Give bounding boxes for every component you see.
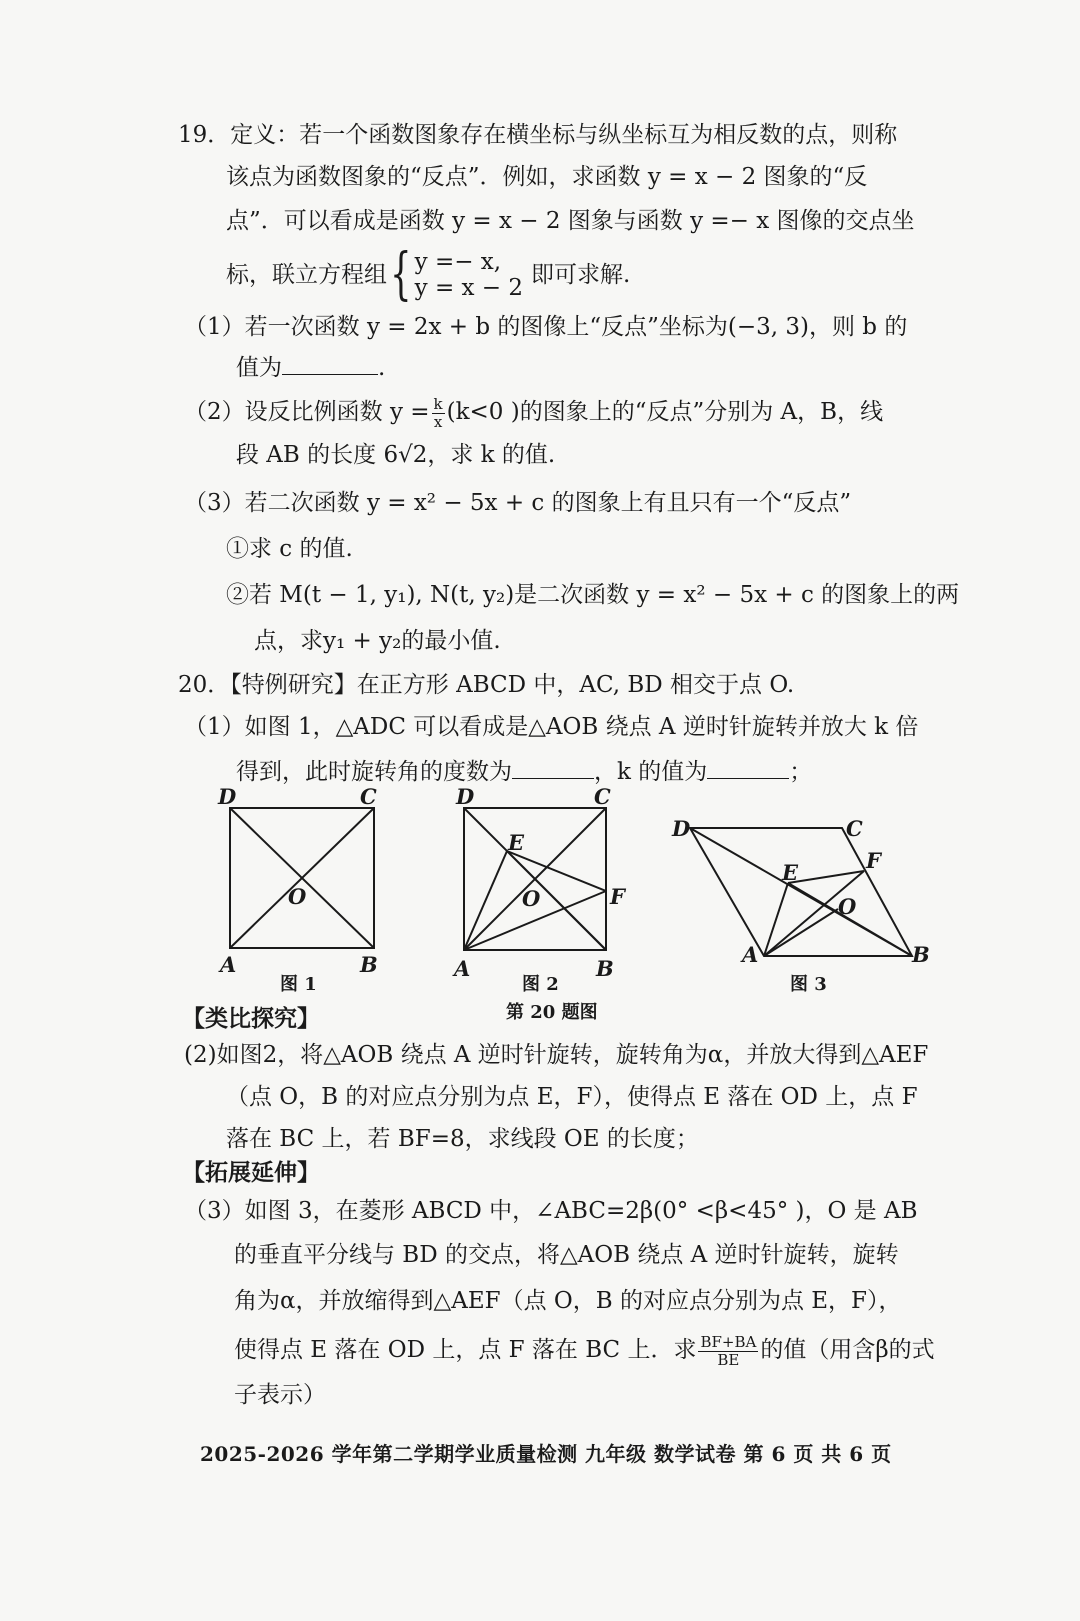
fig2-label-a: A (454, 956, 471, 981)
fraction-denominator: x (433, 412, 443, 431)
fig2-label-b: B (596, 956, 614, 981)
figure-2 (464, 808, 606, 950)
q19-p3-line1: （3）若二次函数 y = x² − 5x + c 的图象上有且只有一个“反点” (184, 490, 852, 516)
q19-line3: 点”．可以看成是函数 y = x − 2 图象与函数 y =− x 图像的交点坐 (226, 208, 915, 234)
fig1-label-d: D (218, 784, 237, 809)
fraction-denominator: BE (717, 1350, 740, 1369)
q19-p1-label: 值为 (236, 355, 282, 381)
fig3-label-f: F (866, 848, 881, 873)
fig2-label-o: O (522, 886, 541, 911)
q19-p3-sub1: ①求 c 的值. (226, 536, 353, 562)
fig1-caption: 图 1 (280, 974, 317, 995)
q19-p2-line2: 段 AB 的长度 6√2，求 k 的值. (236, 442, 556, 468)
fig3-label-e: E (782, 860, 799, 885)
fraction-bfba-over-be (698, 1334, 758, 1369)
fig3-label-o: O (838, 894, 857, 919)
fig3-label-c: C (846, 816, 863, 841)
equation-1: y =− x, (414, 249, 502, 275)
q19-p2-text-a: （2）设反比例函数 y = (184, 399, 430, 425)
q19-p1-line1: （1）若一次函数 y = 2x + b 的图像上“反点”坐标为(−3, 3)，则 b 的 (184, 314, 908, 340)
fraction-numerator: BF+BA (700, 1332, 757, 1351)
heading-extend: 【拓展延伸】 (182, 1159, 320, 1186)
fig3-caption: 图 3 (790, 974, 827, 995)
q20-p2-line2: （点 O，B 的对应点分别为点 E，F），使得点 E 落在 OD 上，点 F (226, 1084, 918, 1110)
figure-1 (230, 808, 374, 948)
fig2-label-f: F (610, 884, 625, 909)
q19-p1-period: . (378, 355, 386, 381)
fig2-label-e: E (508, 830, 525, 855)
q20-p3-line1: （3）如图 3，在菱形 ABCD 中，∠ABC=2β(0° <β<45° )，O 是 AB (184, 1198, 918, 1224)
fig-main-caption: 第 20 题图 (506, 1002, 598, 1023)
fig3-label-a: A (742, 942, 759, 967)
q20-p1-line1: （1）如图 1，△ADC 可以看成是△AOB 绕点 A 逆时针旋转并放大 k 倍 (184, 714, 919, 740)
page-footer: 2025-2026 学年第二学期学业质量检测 九年级 数学试卷 第 6 页 共 6 页 (200, 1442, 892, 1466)
fig3-segment-ao (764, 909, 838, 956)
q19-line1: 19．定义：若一个函数图象存在横坐标与纵坐标互为相反数的点，则称 (178, 122, 898, 148)
fig2-label-c: C (594, 784, 611, 809)
q20-p3-line2: 的垂直平分线与 BD 的交点，将△AOB 绕点 A 逆时针旋转，旋转 (234, 1242, 899, 1268)
q19-line2: 该点为函数图象的“反点”．例如，求函数 y = x − 2 图象的“反 (226, 164, 868, 190)
q20-p3-line4 (234, 1328, 935, 1372)
fig1-label-c: C (360, 784, 377, 809)
q19-p3-sub2-line2: 点，求y₁ + y₂的最小值. (254, 628, 501, 654)
fig1-label-o: O (288, 884, 307, 909)
q20-line1: 20．【特例研究】在正方形 ABCD 中，AC, BD 相交于点 O. (178, 672, 795, 698)
heading-analogy: 【类比探究】 (182, 1005, 320, 1032)
q19-line4-suffix: 即可求解. (531, 262, 631, 288)
q20-p2-line3: 落在 BC 上，若 BF=8，求线段 OE 的长度； (226, 1126, 699, 1152)
fig2-caption: 图 2 (522, 974, 559, 995)
fig3-label-b: B (912, 942, 930, 967)
q20-p1-text-a: 得到，此时旋转角的度数为 (236, 759, 512, 785)
q20-p2-line1: (2)如图2，将△AOB 绕点 A 逆时针旋转，旋转角为α，并放大得到△AEF (184, 1042, 929, 1068)
q20-p3-text-a: 使得点 E 落在 OD 上，点 F 落在 BC 上．求 (234, 1337, 697, 1363)
q20-p3-line5: 子表示） (234, 1382, 326, 1408)
q20-p3-line3: 角为α，并放缩得到△AEF（点 O，B 的对应点分别为点 E，F）， (234, 1288, 902, 1314)
q20-p3-text-b: 的值（用含β的式 (760, 1337, 935, 1363)
fig3-label-d: D (672, 816, 691, 841)
equation-2: y = x − 2 (414, 275, 524, 301)
equation-brace: { (390, 242, 412, 307)
fraction-numerator: k (433, 394, 443, 413)
q20-p1-text-c: ； (789, 759, 813, 785)
fig2-label-d: D (456, 784, 475, 809)
q19-p2-text-b: (k<0 )的图象上的“反点”分别为 A，B，线 (446, 399, 884, 425)
q19-line4-prefix: 标，联立方程组 (226, 262, 387, 288)
fig1-label-a: A (220, 952, 237, 977)
q20-p1-text-b: ，k 的值为 (594, 759, 708, 785)
q19-p3-sub2-line1: ②若 M(t − 1, y₁), N(t, y₂)是二次函数 y = x² − 5x + c 的图象上的两 (226, 582, 960, 608)
fig1-label-b: B (360, 952, 378, 977)
